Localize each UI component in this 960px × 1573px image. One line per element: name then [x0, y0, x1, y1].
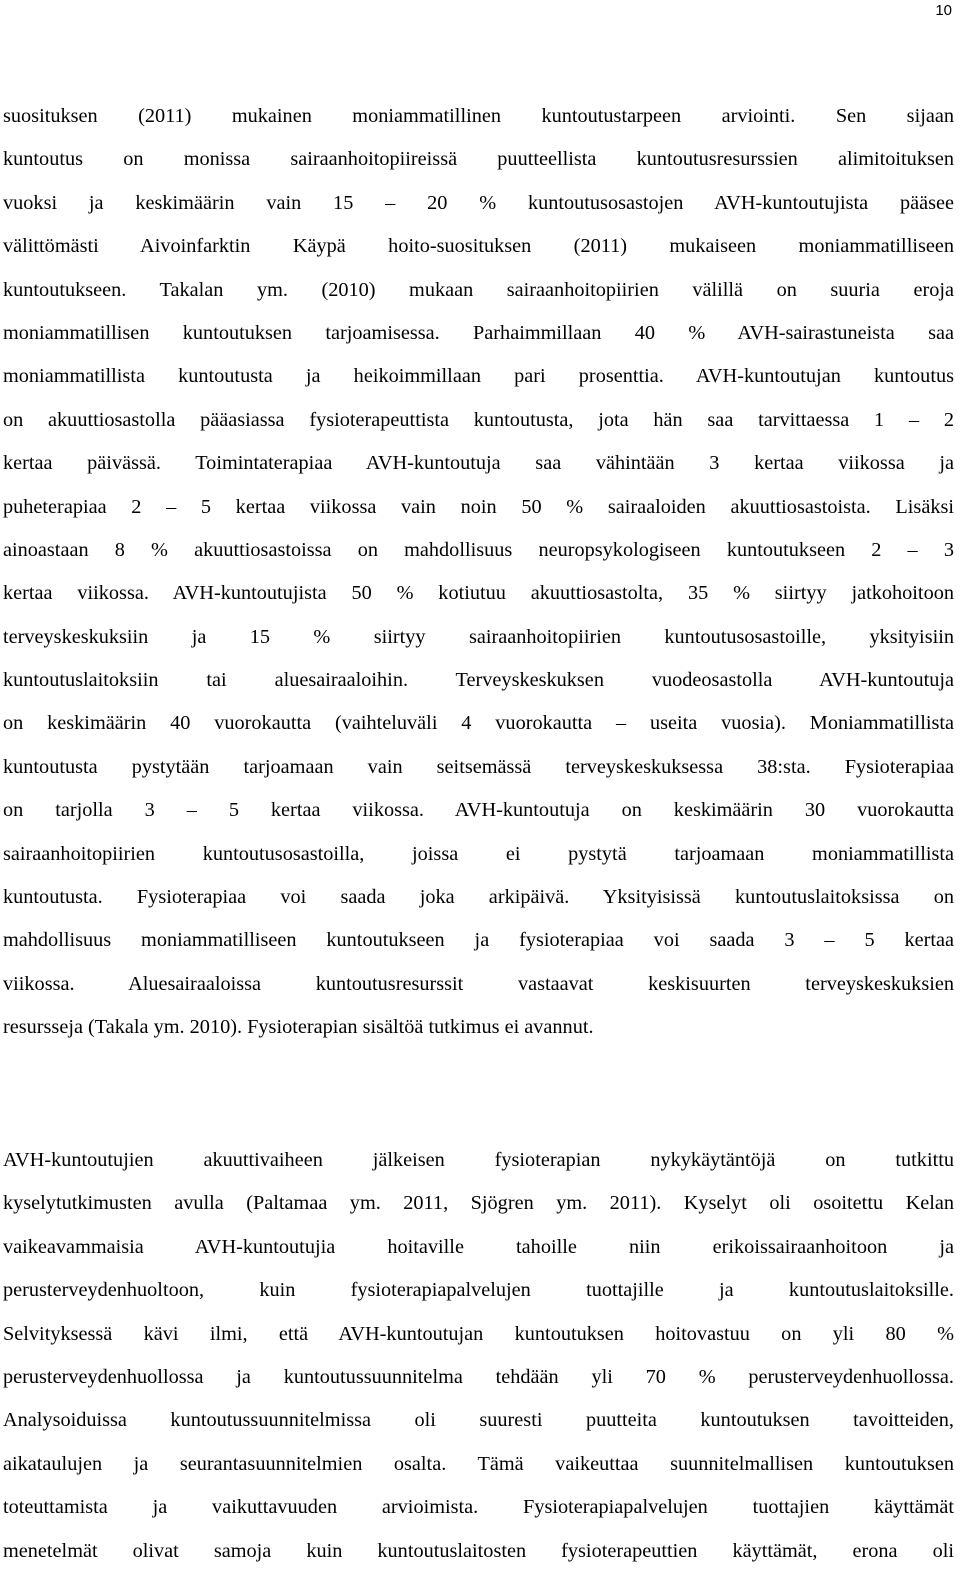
text-line: kuntoutuslaitoksiin tai aluesairaaloihin. Terveyskeskuksen vuodeosastolla AVH-kuntoutuja: [3, 669, 954, 692]
text-line: kyselytutkimusten avulla (Paltamaa ym. 2011, Sjögren ym. 2011). Kyselyt oli osoitettu Kelan: [3, 1192, 954, 1215]
text-line: menetelmät olivat samoja kuin kuntoutuslaitosten fysioterapeuttien käyttämät, erona oli: [3, 1539, 954, 1562]
text-line: terveyskeskuksiin ja 15 % siirtyy sairaanhoitopiirien kuntoutusosastoille, yksityisiin: [3, 625, 954, 648]
body-paragraph-2: [3, 1139, 954, 1573]
text-line: on tarjolla 3 – 5 kertaa viikossa. AVH-kuntoutuja on keskimäärin 30 vuorokautta: [3, 799, 954, 822]
text-line: ainoastaan 8 % akuuttiosastoissa on mahdollisuus neuropsykologiseen kuntoutukseen 2 – 3: [3, 538, 954, 561]
text-line: vuoksi ja keskimäärin vain 15 – 20 % kuntoutusosastojen AVH-kuntoutujista pääsee: [3, 191, 954, 214]
text-line: aikataulujen ja seurantasuunnitelmien osalta. Tämä vaikeuttaa suunnitelmallisen kuntoutuksen: [3, 1452, 954, 1475]
text-line: perusterveydenhuollossa ja kuntoutussuunnitelma tehdään yli 70 % perusterveydenhuollossa.: [3, 1365, 954, 1388]
text-line: AVH-kuntoutujien akuuttivaiheen jälkeisen fysioterapian nykykäytäntöjä on tutkittu: [3, 1149, 954, 1171]
text-line: perusterveydenhuoltoon, kuin fysioterapiapalvelujen tuottajille ja kuntoutuslaitoksille.: [3, 1279, 954, 1302]
text-line: moniammatillisen kuntoutuksen tarjoamisessa. Parhaimmillaan 40 % AVH-sairastuneista saa: [3, 321, 954, 344]
text-line: on keskimäärin 40 vuorokautta (vaihteluväli 4 vuorokautta – useita vuosia). Moniammatillista: [3, 712, 954, 735]
text-line: puheterapiaa 2 – 5 kertaa viikossa vain noin 50 % sairaaloiden akuuttiosastoista. Lisäksi: [3, 495, 954, 518]
text-line: kuntoutukseen. Takalan ym. (2010) mukaan sairaanhoitopiirien välillä on suuria eroja: [3, 278, 954, 301]
text-line: kertaa päivässä. Toimintaterapiaa AVH-kuntoutuja saa vähintään 3 kertaa viikossa ja: [3, 452, 954, 475]
text-line: kuntoutusta pystytään tarjoamaan vain seitsemässä terveyskeskuksessa 38:sta. Fysioterapiaa: [3, 755, 954, 778]
page-number: 10: [935, 2, 952, 19]
text-line: viikossa. Aluesairaaloissa kuntoutusresurssit vastaavat keskisuurten terveyskeskuksien: [3, 972, 954, 995]
text-line: moniammatillista kuntoutusta ja heikoimmillaan pari prosenttia. AVH-kuntoutujan kuntoutus: [3, 365, 954, 388]
text-line: vaikeavammaisia AVH-kuntoutujia hoitaville tahoille niin erikoissairaanhoitoon ja: [3, 1235, 954, 1258]
text-line: kertaa viikossa. AVH-kuntoutujista 50 % kotiutuu akuuttiosastolta, 35 % siirtyy jatkohoitoon: [3, 582, 954, 605]
body-paragraph-1: [3, 95, 954, 1050]
text-line: välittömästi Aivoinfarktin Käypä hoito-suosituksen (2011) mukaiseen moniammatilliseen: [3, 235, 954, 258]
text-line: resursseja (Takala ym. 2010). Fysioterapian sisältöä tutkimus ei avannut.: [3, 1016, 594, 1039]
text-line: kuntoutusta. Fysioterapiaa voi saada joka arkipäivä. Yksityisissä kuntoutuslaitoksissa on: [3, 886, 954, 909]
text-line: mahdollisuus moniammatilliseen kuntoutukseen ja fysioterapiaa voi saada 3 – 5 kertaa: [3, 929, 954, 952]
text-line: toteuttamista ja vaikuttavuuden arvioimista. Fysioterapiapalvelujen tuottajien käyttämät: [3, 1496, 954, 1519]
text-line: sairaanhoitopiirien kuntoutusosastoilla, joissa ei pystytä tarjoamaan moniammatillista: [3, 842, 954, 865]
text-line: on akuuttiosastolla pääasiassa fysioterapeuttista kuntoutusta, jota hän saa tarvittaessa 1 – 2: [3, 408, 954, 431]
text-line: Analysoiduissa kuntoutussuunnitelmissa oli suuresti puutteita kuntoutuksen tavoitteiden,: [3, 1409, 954, 1432]
text-line: Selvityksessä kävi ilmi, että AVH-kuntoutujan kuntoutuksen hoitovastuu on yli 80 %: [3, 1322, 954, 1345]
text-line: suosituksen (2011) mukainen moniammatillinen kuntoutustarpeen arviointi. Sen sijaan: [3, 105, 954, 127]
text-line: kuntoutus on monissa sairaanhoitopiireissä puutteellista kuntoutusresurssien alimitoituksen: [3, 148, 954, 171]
